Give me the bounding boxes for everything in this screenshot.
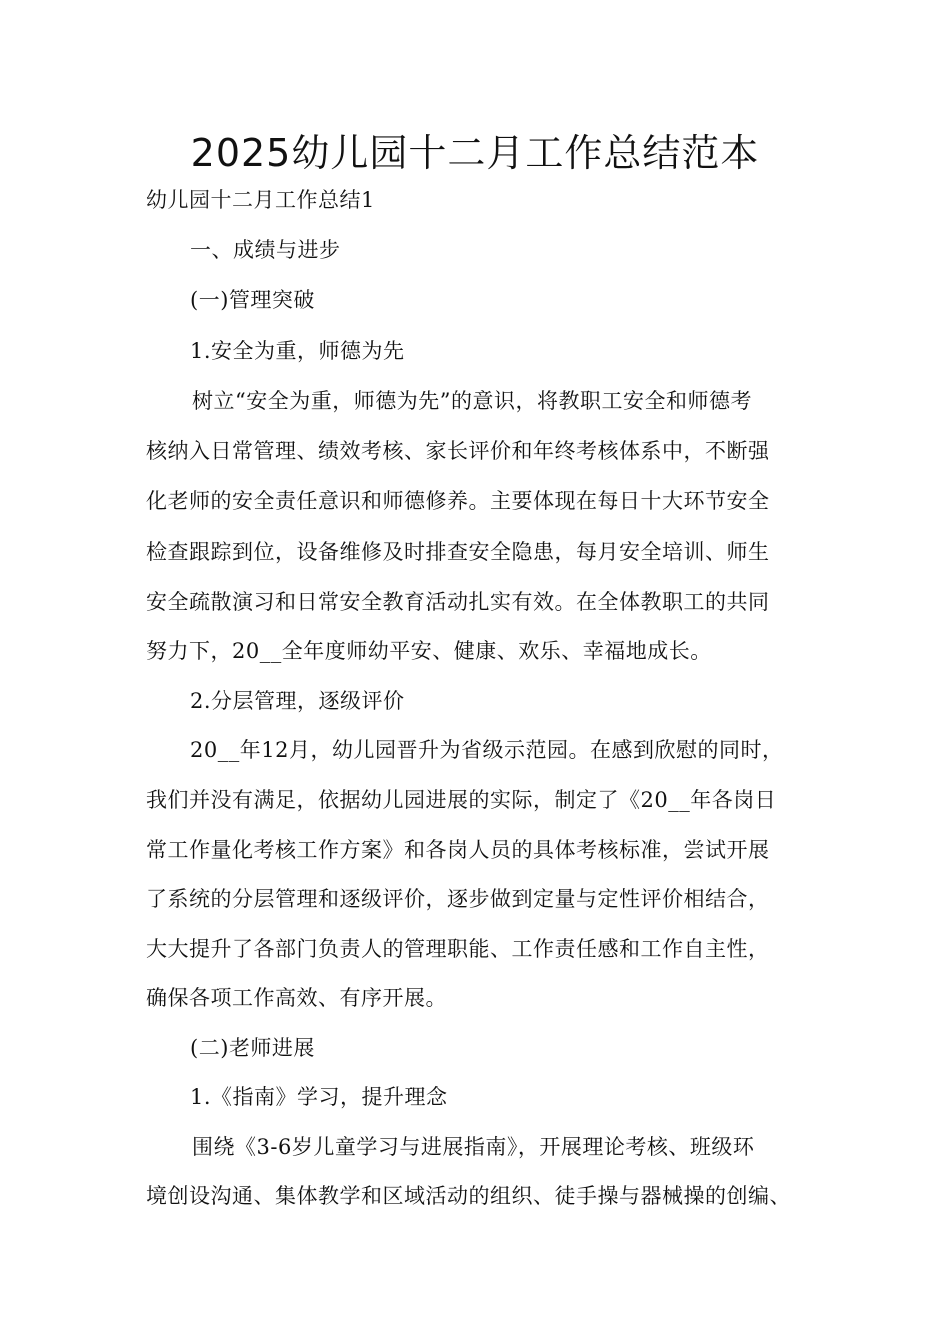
- paragraph-line: 化老师的安全责任意识和师德修养。主要体现在每日十大环节安全: [146, 489, 770, 513]
- heading-level-2: (二)老师进展: [190, 1036, 315, 1060]
- heading-level-3: 2.分层管理，逐级评价: [190, 689, 405, 713]
- section-subtitle: 幼儿园十二月工作总结1: [146, 188, 375, 212]
- paragraph-line: 核纳入日常管理、绩效考核、家长评价和年终考核体系中，不断强: [146, 439, 770, 463]
- paragraph-line: 安全疏散演习和日常安全教育活动扎实有效。在全体教职工的共同: [146, 590, 770, 614]
- paragraph-line: 了系统的分层管理和逐级评价，逐步做到定量与定性评价相结合，: [146, 887, 770, 911]
- paragraph-line: 常工作量化考核工作方案》和各岗人员的具体考核标准，尝试开展: [146, 838, 770, 862]
- heading-level-3: 1.《指南》学习，提升理念: [190, 1085, 448, 1109]
- heading-level-3: 1.安全为重，师德为先: [190, 339, 405, 363]
- paragraph-line: 努力下，20__全年度师幼平安、健康、欢乐、幸福地成长。: [146, 639, 712, 663]
- paragraph-line: 20__年12月，幼儿园晋升为省级示范园。在感到欣慰的同时，: [190, 738, 784, 762]
- paragraph-line: 检查跟踪到位，设备维修及时排查安全隐患，每月安全培训、师生: [146, 540, 770, 564]
- document-title: 2025幼儿园十二月工作总结范本: [190, 131, 760, 175]
- paragraph-line: 树立“安全为重，师德为先”的意识，将教职工安全和师德考: [192, 389, 752, 413]
- paragraph-line: 围绕《3-6岁儿童学习与进展指南》，开展理论考核、班级环: [192, 1135, 755, 1159]
- paragraph-line: 境创设沟通、集体教学和区域活动的组织、徒手操与器械操的创编、: [146, 1184, 791, 1208]
- heading-level-1: 一、成绩与进步: [190, 238, 341, 262]
- paragraph-line: 大大提升了各部门负责人的管理职能、工作责任感和工作自主性，: [146, 937, 770, 961]
- heading-level-2: (一)管理突破: [190, 288, 315, 312]
- paragraph-line: 确保各项工作高效、有序开展。: [146, 986, 447, 1010]
- paragraph-line: 我们并没有满足，依据幼儿园进展的实际，制定了《20__年各岗日: [146, 788, 777, 812]
